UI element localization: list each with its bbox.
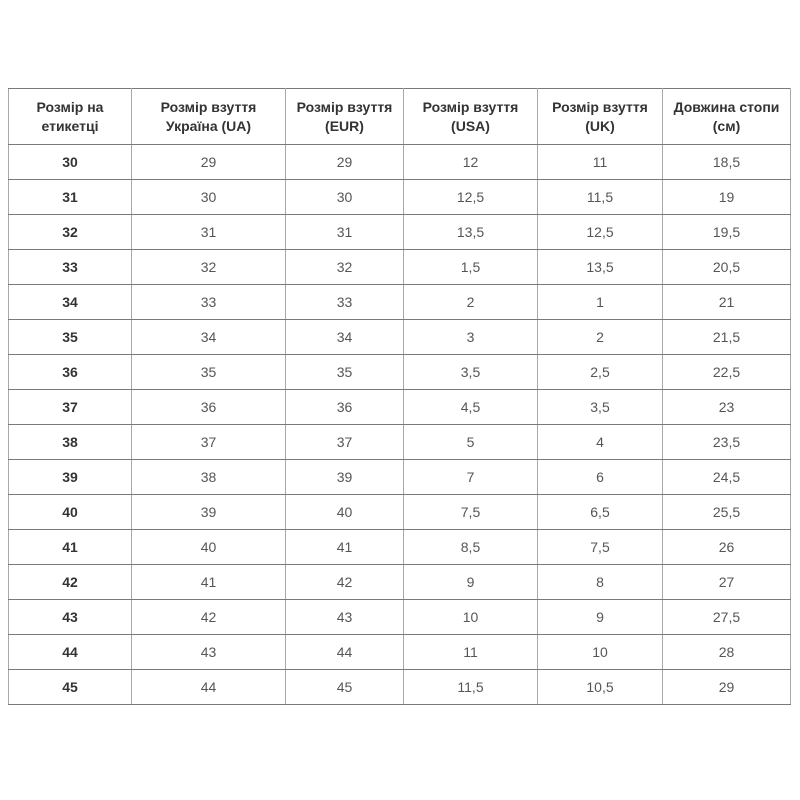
table-row [9, 670, 791, 705]
table-cell: 23,5 [663, 425, 791, 460]
table-row [9, 635, 791, 670]
table-cell: 7 [404, 460, 538, 495]
table-cell: 26 [663, 530, 791, 565]
table-cell: 19 [663, 180, 791, 215]
table-cell: 45 [286, 670, 404, 705]
table-cell: 35 [132, 355, 286, 390]
table-row [9, 530, 791, 565]
table-cell: 25,5 [663, 495, 791, 530]
table-cell: 12,5 [404, 180, 538, 215]
table-cell: 6,5 [538, 495, 663, 530]
table-row [9, 285, 791, 320]
table-row [9, 180, 791, 215]
table-cell: 22,5 [663, 355, 791, 390]
table-cell: 11 [538, 145, 663, 180]
table-header [9, 89, 791, 145]
column-header: Розмір взуття (EUR) [286, 89, 404, 145]
table-cell: 21,5 [663, 320, 791, 355]
table-cell: 33 [286, 285, 404, 320]
row-label-cell: 44 [9, 635, 132, 670]
table-cell: 23 [663, 390, 791, 425]
table-cell: 30 [132, 180, 286, 215]
row-label-cell: 35 [9, 320, 132, 355]
table-cell: 35 [286, 355, 404, 390]
table-cell: 34 [286, 320, 404, 355]
table-cell: 42 [286, 565, 404, 600]
table-cell: 31 [286, 215, 404, 250]
table-cell: 7,5 [538, 530, 663, 565]
table-cell: 28 [663, 635, 791, 670]
table-cell: 29 [663, 670, 791, 705]
table-body [9, 145, 791, 705]
column-header: Розмір взуття (USA) [404, 89, 538, 145]
row-label-cell: 32 [9, 215, 132, 250]
table-row [9, 565, 791, 600]
table-cell: 2 [404, 285, 538, 320]
table-cell: 44 [286, 635, 404, 670]
header-row [9, 89, 791, 145]
column-header: Довжина стопи (см) [663, 89, 791, 145]
table-row [9, 390, 791, 425]
table-cell: 29 [286, 145, 404, 180]
table-cell: 31 [132, 215, 286, 250]
table-cell: 13,5 [404, 215, 538, 250]
table-cell: 8 [538, 565, 663, 600]
row-label-cell: 43 [9, 600, 132, 635]
table-cell: 29 [132, 145, 286, 180]
table-cell: 32 [132, 250, 286, 285]
table-cell: 43 [286, 600, 404, 635]
table-row [9, 355, 791, 390]
table-row [9, 215, 791, 250]
table-cell: 3,5 [404, 355, 538, 390]
row-label-cell: 39 [9, 460, 132, 495]
shoe-size-table [8, 88, 791, 705]
table-cell: 40 [132, 530, 286, 565]
table-cell: 3,5 [538, 390, 663, 425]
table-cell: 12,5 [538, 215, 663, 250]
row-label-cell: 34 [9, 285, 132, 320]
table-cell: 11,5 [538, 180, 663, 215]
table-cell: 41 [132, 565, 286, 600]
table-row [9, 600, 791, 635]
table-cell: 36 [286, 390, 404, 425]
table-cell: 37 [286, 425, 404, 460]
table-cell: 11 [404, 635, 538, 670]
column-header: Розмір взуття Україна (UA) [132, 89, 286, 145]
table-cell: 2,5 [538, 355, 663, 390]
table-row [9, 425, 791, 460]
table-cell: 13,5 [538, 250, 663, 285]
row-label-cell: 45 [9, 670, 132, 705]
table-cell: 2 [538, 320, 663, 355]
table-cell: 12 [404, 145, 538, 180]
table-row [9, 495, 791, 530]
row-label-cell: 40 [9, 495, 132, 530]
table-cell: 4,5 [404, 390, 538, 425]
table-row [9, 460, 791, 495]
table-cell: 34 [132, 320, 286, 355]
row-label-cell: 37 [9, 390, 132, 425]
table-row [9, 320, 791, 355]
table-cell: 42 [132, 600, 286, 635]
table-cell: 10,5 [538, 670, 663, 705]
row-label-cell: 30 [9, 145, 132, 180]
row-label-cell: 31 [9, 180, 132, 215]
table-cell: 18,5 [663, 145, 791, 180]
row-label-cell: 33 [9, 250, 132, 285]
row-label-cell: 36 [9, 355, 132, 390]
table-cell: 4 [538, 425, 663, 460]
table-cell: 37 [132, 425, 286, 460]
column-header: Розмір взуття (UK) [538, 89, 663, 145]
table-cell: 41 [286, 530, 404, 565]
table-cell: 7,5 [404, 495, 538, 530]
table-cell: 20,5 [663, 250, 791, 285]
table-cell: 36 [132, 390, 286, 425]
table-row [9, 145, 791, 180]
table-cell: 8,5 [404, 530, 538, 565]
table-cell: 19,5 [663, 215, 791, 250]
table-cell: 5 [404, 425, 538, 460]
table-cell: 27 [663, 565, 791, 600]
column-header: Розмір на етикетці [9, 89, 132, 145]
table-cell: 10 [538, 635, 663, 670]
table-cell: 10 [404, 600, 538, 635]
table-cell: 3 [404, 320, 538, 355]
table-cell: 27,5 [663, 600, 791, 635]
table-cell: 39 [132, 495, 286, 530]
table-cell: 43 [132, 635, 286, 670]
row-label-cell: 41 [9, 530, 132, 565]
table-cell: 38 [132, 460, 286, 495]
table-cell: 21 [663, 285, 791, 320]
row-label-cell: 42 [9, 565, 132, 600]
table-row [9, 250, 791, 285]
table-cell: 40 [286, 495, 404, 530]
row-label-cell: 38 [9, 425, 132, 460]
table-cell: 1 [538, 285, 663, 320]
table-cell: 32 [286, 250, 404, 285]
table-cell: 9 [538, 600, 663, 635]
table-cell: 9 [404, 565, 538, 600]
table-cell: 24,5 [663, 460, 791, 495]
table-cell: 33 [132, 285, 286, 320]
table-cell: 44 [132, 670, 286, 705]
table-cell: 6 [538, 460, 663, 495]
table-cell: 39 [286, 460, 404, 495]
table-cell: 1,5 [404, 250, 538, 285]
table-cell: 30 [286, 180, 404, 215]
table-cell: 11,5 [404, 670, 538, 705]
